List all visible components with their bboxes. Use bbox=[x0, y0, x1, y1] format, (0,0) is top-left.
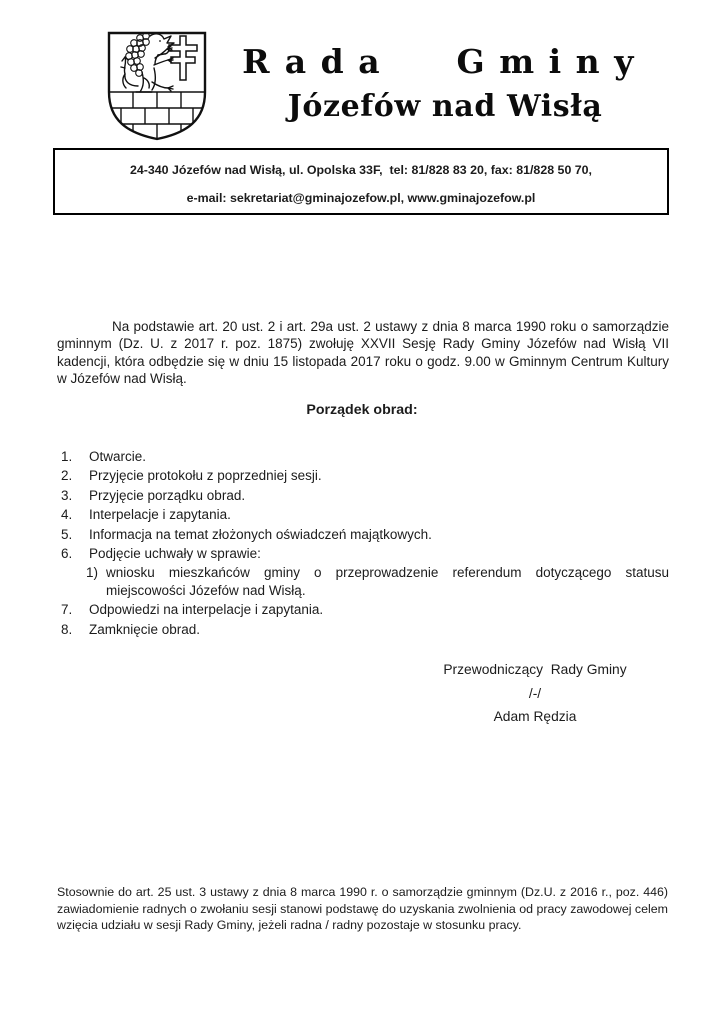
agenda-sub-item-number: 1) bbox=[86, 565, 99, 581]
agenda-item bbox=[61, 601, 669, 619]
agenda-item-number: 8. bbox=[61, 621, 73, 637]
contact-info-box bbox=[53, 148, 669, 215]
agenda-item-number: 3. bbox=[61, 487, 73, 503]
signature-mark: /-/ bbox=[528, 686, 542, 701]
agenda-item bbox=[61, 621, 669, 639]
agenda-item-text: Informacja na temat złożonych oświadczeń majątkowych. bbox=[89, 526, 432, 542]
agenda-item-text: Przyjęcie porządku obrad. bbox=[89, 487, 246, 503]
legal-note: Stosownie do art. 25 ust. 3 ustawy z dnia 8 marca 1990 r. o samorządzie gminnym (Dz.U. z 2016 r., poz. 446) zawiadomienie radnych o zwołaniu sesji stanowi podstawę do uzyskania zwolnienia od pracy zawodowej celem wzięcia udziału w sesji Rady Gminy, jeżeli radna / radny pozostaje w stosunku pracy. bbox=[57, 885, 668, 933]
agenda-item-text: Zamknięcie obrad. bbox=[89, 621, 201, 637]
agenda-sub-item bbox=[86, 564, 669, 599]
contact-address-phone: 24-340 Józefów nad Wisłą, ul. Opolska 33F, tel: 81/828 83 20, fax: 81/828 50 70, bbox=[129, 163, 593, 177]
agenda-item-number: 1. bbox=[61, 449, 73, 464]
org-name-line1: Rada Gminy bbox=[242, 42, 648, 81]
agenda-item-text: Interpelacje i zapytania. bbox=[89, 507, 231, 523]
signer-name: Adam Rędzia bbox=[493, 709, 577, 724]
agenda-item-text: Otwarcie. bbox=[89, 449, 147, 464]
agenda-item bbox=[61, 526, 669, 544]
agenda-heading: Porządek obrad: bbox=[306, 402, 418, 418]
agenda-item bbox=[61, 545, 669, 563]
org-name-line2: Józefów nad Wisłą bbox=[287, 89, 603, 124]
convocation-paragraph: Na podstawie art. 20 ust. 2 i art. 29a ust. 2 ustawy z dnia 8 marca 1990 roku o samorządzie gminnym (Dz. U. z 2017 r. poz. 1875) zwołuję XXVII Sesję Rady Gminy Józefów nad Wisłą VII kadencji, która odbędzie się w dniu 15 listopada 2017 roku o godz. 9.00 w Gminnym Centrum Kultury w Józefów nad Wisłą. bbox=[57, 318, 669, 387]
agenda-item bbox=[61, 487, 669, 505]
agenda-list bbox=[61, 448, 669, 640]
agenda-item bbox=[61, 467, 669, 485]
agenda-item bbox=[61, 506, 669, 524]
agenda-item-number: 4. bbox=[61, 507, 73, 523]
agenda-item-text: Przyjęcie protokołu z poprzedniej sesji. bbox=[89, 468, 322, 484]
coat-of-arms-icon bbox=[106, 30, 208, 142]
agenda-item bbox=[61, 448, 669, 466]
agenda-sub-item-text: wniosku mieszkańców gminy o przeprowadzenie referendum dotyczącego statusu miejscowości Józefów nad Wisłą. bbox=[106, 565, 669, 598]
agenda-item-text: Podjęcie uchwały w sprawie: bbox=[89, 545, 261, 561]
agenda-item-number: 6. bbox=[61, 545, 73, 561]
signature-block bbox=[410, 661, 660, 725]
signer-role: Przewodniczący Rady Gminy bbox=[443, 662, 627, 677]
letterhead bbox=[210, 42, 680, 125]
agenda-item-number: 2. bbox=[61, 468, 73, 484]
agenda-item-number: 7. bbox=[61, 602, 73, 618]
contact-email-www: e-mail: sekretariat@gminajozefow.pl, www.gminajozefow.pl bbox=[186, 191, 536, 205]
agenda-item-number: 5. bbox=[61, 526, 73, 542]
agenda-item-text: Odpowiedzi na interpelacje i zapytania. bbox=[89, 602, 324, 618]
